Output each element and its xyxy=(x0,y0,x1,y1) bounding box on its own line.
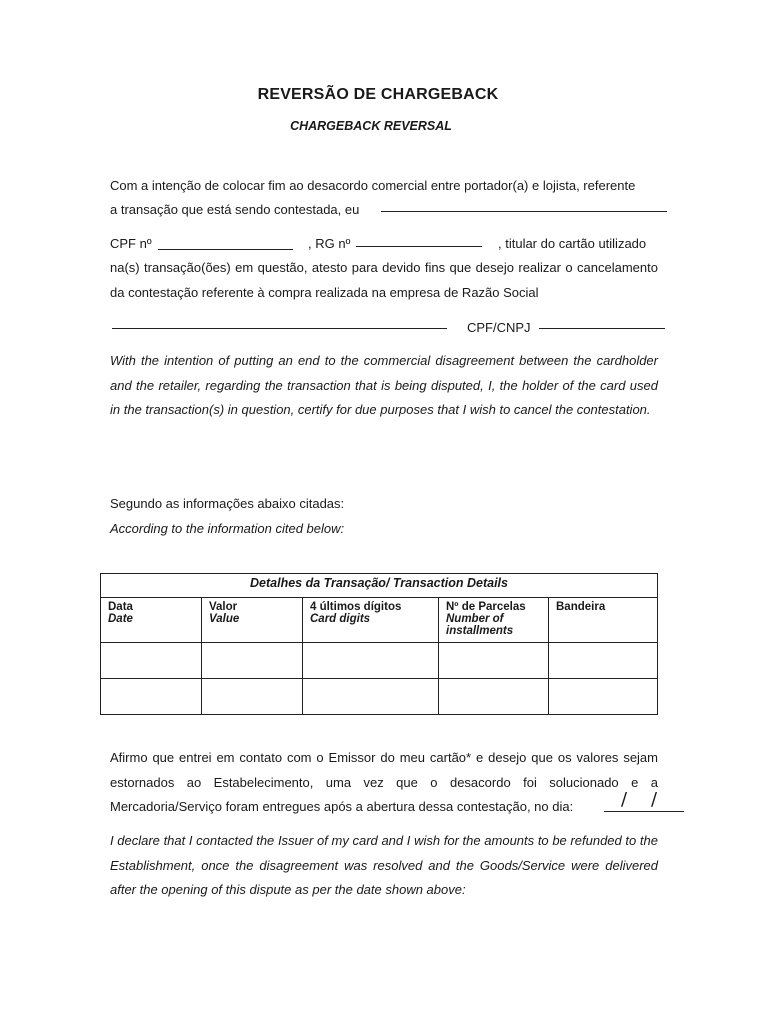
date-field[interactable] xyxy=(604,811,684,812)
date-slash-2: / xyxy=(651,789,658,810)
header-installments: Nº de Parcelas Number of installments xyxy=(439,598,549,643)
cpf-cnpj-field[interactable] xyxy=(539,328,665,329)
intro-pt-line2 xyxy=(110,202,359,217)
rg-field[interactable] xyxy=(356,246,482,247)
table-header-row xyxy=(101,598,658,643)
cell-date[interactable] xyxy=(101,679,202,715)
table-row xyxy=(101,679,658,715)
cell-card-digits[interactable] xyxy=(303,643,439,679)
intro-pt-paragraph: na(s) transação(ões) em questão, atesto para devido fins que desejo realizar o cancelamento da contestação referente à compra realizada na empresa de Razão Social xyxy=(110,260,658,300)
cpf-cnpj-label: CPF/CNPJ xyxy=(467,320,531,335)
document-title: REVERSÃO DE CHARGEBACK xyxy=(257,86,499,103)
cell-card-digits[interactable] xyxy=(303,679,439,715)
company-name-field[interactable] xyxy=(112,328,447,329)
declare-pt-paragraph: Afirmo que entrei em contato com o Emissor do meu cartão* e desejo que os valores sejam estornados ao Estabelecimento, uma vez que o desacordo foi solucionado e a Mercadoria/Serviço foram entregues após a abertura dessa contestação, no dia: xyxy=(110,750,658,815)
header-value: Valor Value xyxy=(202,598,303,643)
rg-label: , RG nº xyxy=(308,236,351,251)
header-card-digits: 4 últimos dígitos Card digits xyxy=(303,598,439,643)
table-caption: Detalhes da Transação/ Transaction Details xyxy=(101,574,658,598)
cell-date[interactable] xyxy=(101,643,202,679)
cell-installments[interactable] xyxy=(439,643,549,679)
cell-installments[interactable] xyxy=(439,679,549,715)
info-en: According to the information cited below: xyxy=(110,521,345,536)
cpf-label: CPF nº xyxy=(110,236,152,251)
intro-pt-line1: Com a intenção de colocar fim ao desacordo comercial entre portador(a) e lojista, referente xyxy=(110,178,636,193)
cell-card-brand[interactable] xyxy=(549,643,658,679)
declare-en-paragraph: I declare that I contacted the Issuer of my card and I wish for the amounts to be refunded to the Establishment, once the disagreement was resolved and the Goods/Service were delivered after the opening of this dispute as per the date shown above: xyxy=(110,833,658,898)
intro-en-paragraph: With the intention of putting an end to the commercial disagreement between the cardholder and the retailer, regarding the transaction that is being disputed, I, the holder of the card used in the transaction(s) in question, certify for due purposes that I wish to cancel the contestation. xyxy=(110,353,658,418)
header-card-brand: Bandeira xyxy=(549,598,658,643)
holder-text: , titular do cartão utilizado xyxy=(498,236,647,251)
intro-pt-line2-text: a transação que está sendo contestada, eu xyxy=(110,202,360,217)
cell-value[interactable] xyxy=(202,643,303,679)
header-date: Data Date xyxy=(101,598,202,643)
document-subtitle: CHARGEBACK REVERSAL xyxy=(290,119,452,133)
date-slash-1: / xyxy=(621,789,628,810)
transaction-details-table xyxy=(100,573,658,715)
info-pt: Segundo as informações abaixo citadas: xyxy=(110,496,345,511)
cell-value[interactable] xyxy=(202,679,303,715)
cpf-field[interactable] xyxy=(158,249,293,250)
cell-card-brand[interactable] xyxy=(549,679,658,715)
name-field[interactable] xyxy=(381,211,667,212)
table-row xyxy=(101,643,658,679)
